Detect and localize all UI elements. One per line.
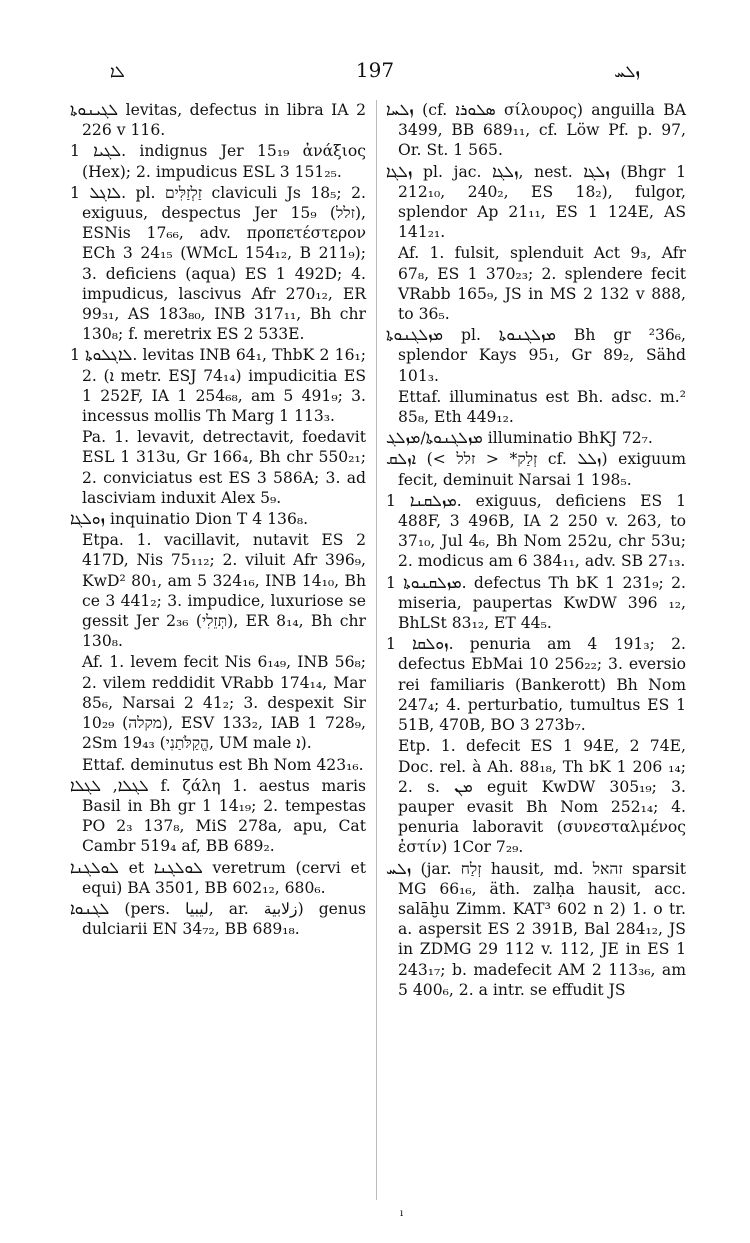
entry: ܠܐܓܠ 1. pl. זַלְזַלִּים claviculi Js 18₅; 2. exiguus, despectus Jer 15₉ (זלל), ESNis 17₆₆, adv. προπετέστερον ECh 3 24₁₅ (WMcL 154₁₂, B 211₉); 3. deficiens (aqua) ES 1 492D; 4. impudicus, lascivus Afr 270₁₂, ER 99₃₁, AS 183₈₀, INB 317₁₁, Bh chr 130₈; f. meretrix ES 2 533E.: [70, 183, 366, 344]
entry: ܠܓܢܘܐ (pers. ﻟﻴﺒﻴﺎ, ar. ﺯﻻﺑﻴﺔ) genus dulciarii EN 34₇₂, BB 689₁₈.: [70, 899, 366, 939]
entry: ܙܘܠܩܐ 1. penuria am 4 191₃; 2. defectus EbMai 10 256₂₂; 3. eversio rei familiaris (Bankerott) Bh Nom 247₄; 4. perturbatio, tumultus ES 1 51B, 470B, BO 3 273b₇.: [386, 635, 686, 735]
column-divider: [376, 100, 377, 1200]
entry: ܠܓܠܐ, ܠܓܠܐ f. ζάλη 1. aestus maris Basil in Bh gr 1 14₁₉; 2. tempestas PO 2₃ 137₈, MiS 278a, apu, Cat Cambr 519₄ af, BB 689₂.: [70, 776, 366, 856]
entry: ܙܠܚ (jar. זְלַח hausit, md. זהאל sparsit MG 66₁₆, äth. zalḥa hausit, acc. salāḫu Zimm. KAT³ 602 n 2) 1. o tr. a. aspersit ES 2 391B, Bal 284₁₂, JS in ZDMG 29 112 v. 112, JE in ES 1 243₁₇; b. madefecit AM 2 113₃₆, am 5 400₆, 2. a intr. se effudit JS: [386, 859, 687, 999]
page-number: 197: [355, 58, 395, 82]
entry: ܡܙܠܓܢܘܬܐ pl. ܡܙܠܓܢܘܬܐ Bh gr ²36₆, splendor Kays 95₁, Gr 89₂, Sähd 101₃.: [386, 326, 686, 385]
entry: ܠܓܝܐ 1. indignus Jer 15₁₉ ἀνάξιος (Hex); 2. impudicus ESL 3 151₂₅.: [70, 142, 367, 181]
entry: ܐܙܠܩ (< זְלַק* < זלל cf. ܙܠܠ) exiguum fecit, deminuit Narsai 1 198₅.: [386, 450, 686, 489]
entry: ܙܠܚܐ (cf. ܣܠܘܪܐ σίλουρος) anguilla BA 3499, BB 689₁₁, cf. Löw Pf. p. 97, Or. St. 1 565.: [386, 101, 686, 160]
entry: ܡܙܠܩܢܐ 1. exiguus, deficiens ES 1 488F, 3 496B, IA 2 250 v. 263, to 37₁₀, Jul 4₆, Bh Nom 252u, chr 53u; 2. modicus am 6 384₁₁, adv. SB 27₁₃.: [386, 491, 686, 571]
entry: ܠܓܝܢܘܬܐ levitas, defectus in libra IA 2 226 v 116.: [70, 101, 366, 140]
left-column: [70, 100, 366, 940]
entry: ܠܘܠܓܢܐ et ܠܘܠܓܢܐ veretrum (cervi et equi) BA 3501, BB 602₁₂, 680₆.: [70, 858, 366, 897]
header-left-catchword: ܠܐ: [110, 62, 125, 81]
entry: Af. 1. fulsit, splenduit Act 9₃, Afr 67₈, ES 1 370₂₃; 2. splendere fecit VRabb 165₉, JS in MS 2 132 v 888, to 36₅.: [398, 244, 686, 324]
page-header: [100, 58, 650, 88]
right-column: [386, 100, 686, 1001]
entry: ܡܙܠܩܢܘܬܐ 1. defectus Th bK 1 231₉; 2. miseria, paupertas KwDW 396 ₁₂, BhLSt 83₁₂, ET 44₅.: [386, 573, 686, 633]
entry: Pa. 1. levavit, detrectavit, foedavit ESL 1 313u, Gr 166₄, Bh chr 550₂₁; 2. conviciatus est ES 3 586A; 3. ad lasciviam induxit Alex 5₉.: [82, 428, 366, 507]
entry: Ettaf. deminutus est Bh Nom 423₁₆.: [82, 755, 364, 774]
footer-mark: ı: [400, 1208, 404, 1219]
entry: ܙܠܓܐ pl. jac. ܙܠܓܐ, nest. ܙܠܓܐ (Bhgr 1 212₁₀, 240₂, ES 18₂), fulgor, splendor Ap 21₁₁, ES 1 124E, AS 141₂₁.: [386, 162, 687, 242]
entry: Etp. 1. defecit ES 1 94E, 2 74E, Doc. rel. à Ah. 88₁₈, Th bK 1 206 ₁₄; 2. s. ܡܢ eguit KwDW 305₁₉; 3. pauper evasit Bh Nom 252₁₄; 4. penuria laboravit (συνεσταλμένος ἐστίν) 1Cor 7₂₉.: [398, 737, 686, 857]
entry: Etpa. 1. vacillavit, nutavit ES 2 417D, Nis 75₁₁₂; 2. viluit Afr 396₉, KwD² 80₁, am 5 324₁₆, INB 14₁₀, Bh ce 3 441₂; 3. impudice, luxuriose se gessit Jer 2₃₆ (תְּזֵלִי), ER 8₁₄, Bh chr 130₈.: [82, 531, 367, 651]
entry: ܙܘܠܓܐ inquinatio Dion T 4 136₈.: [70, 510, 309, 529]
entry: ܡܙܠܓܢܘܬܐ/ܡܙܠܓ illuminatio BhKJ 72₇.: [386, 429, 653, 448]
entry: ܠܐܓܠܘܬܐ 1. levitas INB 64₁, ThbK 2 16₁; 2. (ܐ metr. ESJ 74₁₄) impudicitia ES 1 252F, IA 1 254₆₈, am 5 491₉; 3. incessus mollis Th Marg 1 113₃.: [70, 346, 366, 426]
header-right-catchword: ܙܠܚ: [614, 62, 640, 81]
entry: Ettaf. illuminatus est Bh. adsc. m.² 85₈, Eth 449₁₂.: [398, 387, 686, 427]
entry: Af. 1. levem fecit Nis 6₁₄₉, INB 56₈; 2. vilem reddidit VRabb 174₁₄, Mar 85₆, Narsai 2 41₂; 3. despexit Sir 10₂₉ (מקלה), ESV 133₂, IAB 1 728₉, 2Sm 19₄₃ (הֱקַלֹּתַנִי, UM male ܐ).: [82, 653, 366, 753]
